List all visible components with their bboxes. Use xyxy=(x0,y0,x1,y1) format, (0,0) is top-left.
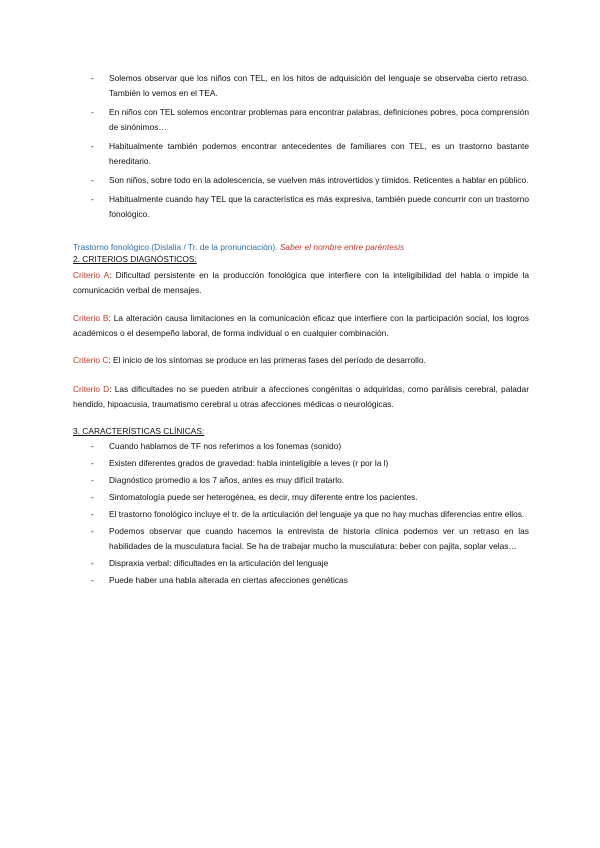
list-item-text: El trastorno fonológico incluye el tr. de la articulación del lenguaje ya que no hay muchas diferencias entre ellos. xyxy=(109,509,525,519)
list-item-text: Solemos observar que los niños con TEL, en los hitos de adquisición del lenguaje se observaba cierto retraso. También lo vemos en el TEA. xyxy=(109,73,529,98)
list-item-text: Puede haber una habla alterada en ciertas afecciones genéticas xyxy=(109,575,348,585)
criterio-label: Criterio D xyxy=(73,384,110,394)
list-item xyxy=(91,456,529,471)
criterio-label: Criterio B xyxy=(73,313,109,323)
list-item xyxy=(91,139,529,169)
list-item xyxy=(91,439,529,454)
list-item-text: Existen diferentes grados de gravedad: habla ininteligible a leves (r por la l) xyxy=(109,458,389,468)
bullet-dash: - xyxy=(91,492,94,502)
bullet-dash: - xyxy=(91,194,94,204)
criterios-heading: 2. CRITERIOS DIAGNÓSTICOS: xyxy=(73,254,197,264)
bullet-dash: - xyxy=(91,73,94,83)
bullet-dash: - xyxy=(91,475,94,485)
list-item xyxy=(91,556,529,571)
list-item-text: Dispraxia verbal: dificultades en la articulación del lenguaje xyxy=(109,558,329,568)
tel-notes-list xyxy=(91,71,529,226)
bullet-dash: - xyxy=(91,526,94,536)
list-item-text: Sintomatología puede ser heterogénea, es decir, muy diferente entre los pacientes. xyxy=(109,492,418,502)
bullet-dash: - xyxy=(91,107,94,117)
list-item xyxy=(91,105,529,135)
bullet-dash: - xyxy=(91,509,94,519)
bullet-dash: - xyxy=(91,558,94,568)
bullet-dash: - xyxy=(91,458,94,468)
caracteristicas-list xyxy=(91,439,529,590)
list-item xyxy=(91,490,529,505)
list-item xyxy=(91,173,529,188)
list-item-text: Diagnóstico promedio a los 7 años, antes es muy difícil tratarlo. xyxy=(109,475,345,485)
criterio-text: : Las dificultades no se pueden atribuir a afecciones congénitas o adquiridas, como parálisis cerebral, paladar hendido, hipoacusia, traumatismo cerebral u otras afecciones médicas o neurológicas. xyxy=(73,384,529,409)
list-item xyxy=(91,473,529,488)
list-item-text: Son niños, sobre todo en la adolescencia, se vuelven más introvertidos y tímidos. Reticentes a hablar en público. xyxy=(109,175,529,185)
criterio-c xyxy=(73,353,529,368)
list-item-text: Podemos observar que cuando hacemos la entrevista de historia clínica podemos ver un retraso en las habilidades de la musculatura facial. Se ha de trabajar mucho la musculatura: beber con pajita, soplar velas… xyxy=(109,526,529,551)
list-item-text: Habitualmente cuando hay TEL que la característica es más expresiva, también puede concurrir con un trastorno fonológico. xyxy=(109,194,529,219)
section-title xyxy=(73,241,404,253)
criterio-text: : El inicio de los síntomas se produce en las primeras fases del período de desarrollo. xyxy=(108,355,426,365)
list-item xyxy=(91,524,529,554)
criterio-label: Criterio A xyxy=(73,270,110,280)
criterio-d xyxy=(73,382,529,412)
criterio-text: : Dificultad persistente en la producción fonológica que interfiere con la inteligibilidad del habla o impide la comunicación verbal de mensajes. xyxy=(73,270,529,295)
list-item-text: En niños con TEL solemos encontrar problemas para encontrar palabras, definiciones pobres, poca comprensión de sinónimos… xyxy=(109,107,529,132)
list-item xyxy=(91,507,529,522)
section-title-text: Trastorno fonológico (Dislalia / Tr. de la pronunciación). xyxy=(73,242,278,252)
caracteristicas-heading: 3. CARACTERÍSTICAS CLÍNICAS: xyxy=(73,426,205,436)
list-item xyxy=(91,192,529,222)
criterio-a xyxy=(73,268,529,298)
list-item xyxy=(91,573,529,588)
bullet-dash: - xyxy=(91,175,94,185)
list-item-text: Habitualmente también podemos encontrar antecedentes de familiares con TEL, es un trastorno bastante hereditario. xyxy=(109,141,529,166)
criterio-text: : La alteración causa limitaciones en la comunicación eficaz que interfiere con la participación social, los logros académicos o el desempeño laboral, de forma individual o en cualquier combinación. xyxy=(73,313,529,338)
criterio-label: Criterio C xyxy=(73,355,109,365)
section-title-note: Saber el nombre entre paréntesis xyxy=(279,242,405,252)
bullet-dash: - xyxy=(91,441,94,451)
list-item xyxy=(91,71,529,101)
list-item-text: Cuando hablamos de TF nos referimos a los fonemas (sonido) xyxy=(109,441,342,451)
criterio-b xyxy=(73,311,529,341)
bullet-dash: - xyxy=(91,141,94,151)
bullet-dash: - xyxy=(91,575,94,585)
